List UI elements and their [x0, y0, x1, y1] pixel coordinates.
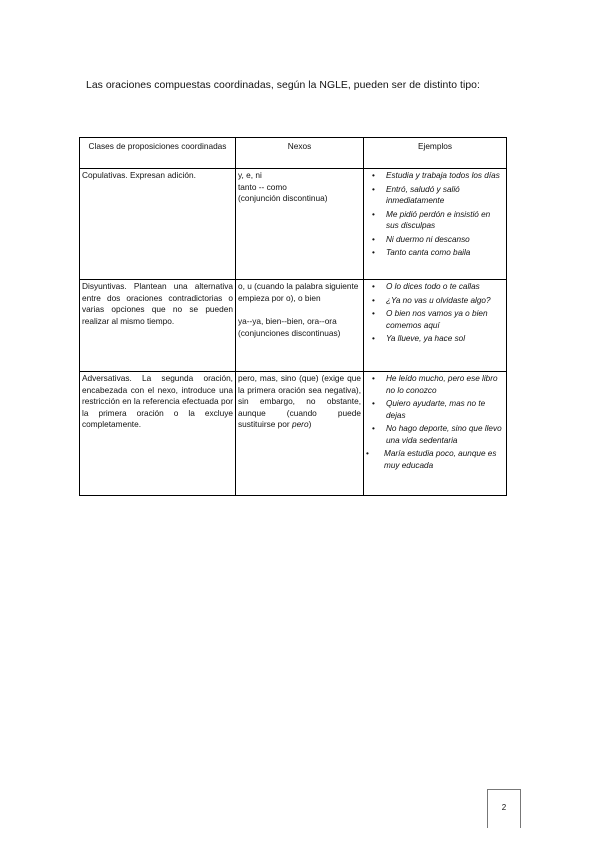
- list-item: • No hago deporte, sino que llevo una vida sedentaria: [366, 423, 504, 446]
- table-row-copulativas: [80, 169, 507, 280]
- list-item: • O bien nos vamos ya o bien comemos aquí: [366, 308, 504, 331]
- nexo-line: tanto -- como: [238, 181, 287, 192]
- ejemplos-list: [366, 281, 504, 345]
- nexos-cell: [236, 280, 364, 372]
- nexo-line: ya--ya, bien--bien, ora--ora: [238, 316, 337, 326]
- nexo-line: o, u (cuando la palabra siguiente empieza por o), o bien: [238, 281, 359, 303]
- nexo-text-end: ): [308, 419, 312, 429]
- ejemplos-cell: [364, 169, 507, 280]
- clase-cell: [80, 169, 236, 280]
- list-item: • ¿Ya no vas u olvidaste algo?: [366, 295, 504, 307]
- list-item: • Quiero ayudarte, mas no te dejas: [366, 398, 504, 421]
- nexo-italic: pero: [291, 419, 309, 429]
- clase-cell: [80, 372, 236, 496]
- clase-text: Disyuntivas. Plantean una alternativa entre dos oraciones contradictorias o varias opciones que no se pueden realizar al mismo tiempo.: [82, 281, 233, 326]
- nexo-line: (conjunción discontinua): [238, 193, 328, 203]
- nexo-text: pero, mas, sino (que) (exige que la primera oración sea negativa), sin embargo, no obstante, aunque (cuando puede sustituirse por: [238, 373, 361, 429]
- spacer: [238, 304, 361, 316]
- list-item: • Ni duermo ni descanso: [366, 234, 504, 246]
- clase-cell: [80, 280, 236, 372]
- ejemplos-list: [366, 373, 504, 471]
- ejemplos-list: [366, 170, 504, 259]
- nexos-cell: [236, 372, 364, 496]
- list-item: • O lo dices todo o te callas: [366, 281, 504, 293]
- list-item: • Entró, saludó y salió inmediatamente: [366, 184, 504, 207]
- table-row-adversativas: [80, 372, 507, 496]
- nexo-line: y, e, ni: [238, 170, 262, 180]
- ejemplos-cell: [364, 372, 507, 496]
- header-clases: Clases de proposiciones coordinadas: [80, 138, 236, 169]
- table-row-disyuntivas: [80, 280, 507, 372]
- coordination-table: [79, 137, 507, 496]
- header-nexos: Nexos: [236, 138, 364, 169]
- list-item: • Ya llueve, ya hace sol: [366, 333, 504, 345]
- list-item: • Tanto canta como baila: [366, 247, 504, 259]
- nexos-cell: [236, 169, 364, 280]
- list-item: • Me pidió perdón e insistió en sus disculpas: [366, 209, 504, 232]
- intro-paragraph: Las oraciones compuestas coordinadas, según la NGLE, pueden ser de distinto tipo:: [86, 80, 480, 91]
- clase-text: Adversativas. La segunda oración, encabezada con el nexo, introduce una restricción en la referencia efectuada por la primera oración o la excluye completamente.: [82, 373, 233, 429]
- header-ejemplos: Ejemplos: [364, 138, 507, 169]
- list-item: • María estudia poco, aunque es muy educada: [366, 448, 504, 471]
- ejemplos-cell: [364, 280, 507, 372]
- clase-text: Copulativas. Expresan adición.: [82, 170, 196, 180]
- page-number: 2: [487, 789, 521, 828]
- nexo-line: (conjunciones discontinuas): [238, 327, 341, 338]
- list-item: • He leído mucho, pero ese libro no lo conozco: [366, 373, 504, 396]
- list-item: • Estudia y trabaja todos los días: [366, 170, 504, 182]
- table-header-row: [80, 138, 507, 169]
